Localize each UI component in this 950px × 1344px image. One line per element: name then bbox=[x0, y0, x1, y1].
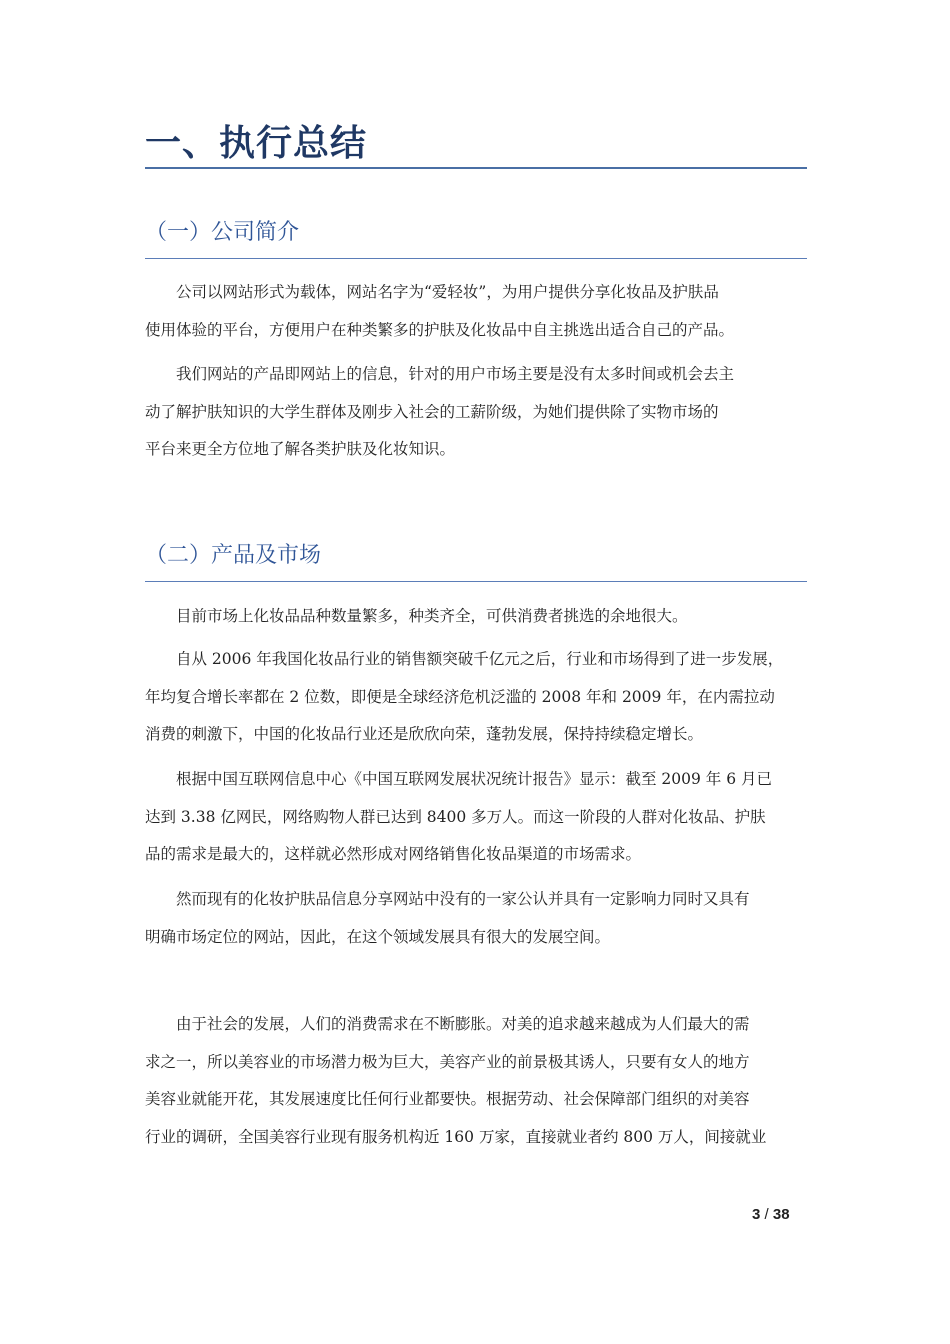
page-number bbox=[752, 1206, 790, 1223]
section1-rule bbox=[145, 258, 807, 259]
text-line: 目前市场上化妆品品种数量繁多，种类齐全，可供消费者挑选的余地很大。 bbox=[176, 607, 688, 625]
page-total: 38 bbox=[772, 1206, 790, 1223]
text-line: 达到 3.38 亿网民，网络购物人群已达到 8400 多万人。而这一阶段的人群对化妆品、护肤 bbox=[145, 807, 766, 826]
text-line: 使用体验的平台，方便用户在种类繁多的护肤及化妆品中自主挑选出适合自己的产品。 bbox=[145, 320, 735, 339]
page-separator: / bbox=[760, 1206, 773, 1223]
section2-paragraph-4 bbox=[145, 881, 807, 956]
text-line: 然而现有的化妆护肤品信息分享网站中没有的一家公认并具有一定影响力同时又具有 bbox=[176, 890, 750, 908]
text-line: 品的需求是最大的，这样就必然形成对网络销售化妆品渠道的市场需求。 bbox=[145, 845, 642, 863]
text-line: 行业的调研，全国美容行业现有服务机构近 160 万家，直接就业者约 800 万人，间接就业 bbox=[145, 1127, 767, 1146]
section1-title: （一）公司简介 bbox=[145, 220, 300, 245]
text-line: 明确市场定位的网站，因此，在这个领域发展具有很大的发展空间。 bbox=[145, 927, 611, 946]
section1-paragraph-1 bbox=[145, 274, 807, 349]
page-current: 3 bbox=[752, 1206, 761, 1223]
text-line: 公司以网站形式为载体，网站名字为“爱轻妆”，为用户提供分享化妆品及护肤品 bbox=[176, 283, 719, 301]
text-line: 自从 2006 年我国化妆品行业的销售额突破千亿元之后，行业和市场得到了进一步发展， bbox=[176, 650, 784, 668]
text-line: 我们网站的产品即网站上的信息，针对的用户市场主要是没有太多时间或机会去主 bbox=[176, 365, 735, 383]
section2-rule bbox=[145, 581, 807, 582]
text-line: 年均复合增长率都在 2 位数，即便是全球经济危机泛滥的 2008 年和 2009 年，在内需拉动 bbox=[145, 687, 775, 706]
section2-paragraph-5 bbox=[145, 1006, 807, 1156]
text-line: 消费的刺激下，中国的化妆品行业还是欣欣向荣，蓬勃发展，保持持续稳定增长。 bbox=[145, 725, 704, 743]
section2-paragraph-2 bbox=[145, 641, 807, 754]
section2-paragraph-1 bbox=[145, 598, 807, 636]
section2-paragraph-3 bbox=[145, 761, 807, 874]
text-line: 由于社会的发展，人们的消费需求在不断膨胀。对美的追求越来越成为人们最大的需 bbox=[176, 1015, 750, 1033]
text-line: 动了解护肤知识的大学生群体及刚步入社会的工薪阶级，为她们提供除了实物市场的 bbox=[145, 402, 719, 421]
text-line: 根据中国互联网信息中心《中国互联网发展状况统计报告》显示：截至 2009 年 6 月已 bbox=[176, 770, 773, 788]
text-line: 平台来更全方位地了解各类护肤及化妆知识。 bbox=[145, 440, 456, 458]
text-line: 美容业就能开花，其发展速度比任何行业都要快。根据劳动、社会保障部门组织的对美容 bbox=[145, 1090, 750, 1108]
section2-title: （二）产品及市场 bbox=[145, 543, 322, 568]
section1-paragraph-2 bbox=[145, 356, 807, 469]
text-line: 求之一，所以美容业的市场潜力极为巨大，美容产业的前景极其诱人，只要有女人的地方 bbox=[145, 1052, 750, 1071]
heading1-rule bbox=[145, 167, 807, 169]
heading-executive-summary: 一、执行总结 bbox=[145, 123, 368, 164]
